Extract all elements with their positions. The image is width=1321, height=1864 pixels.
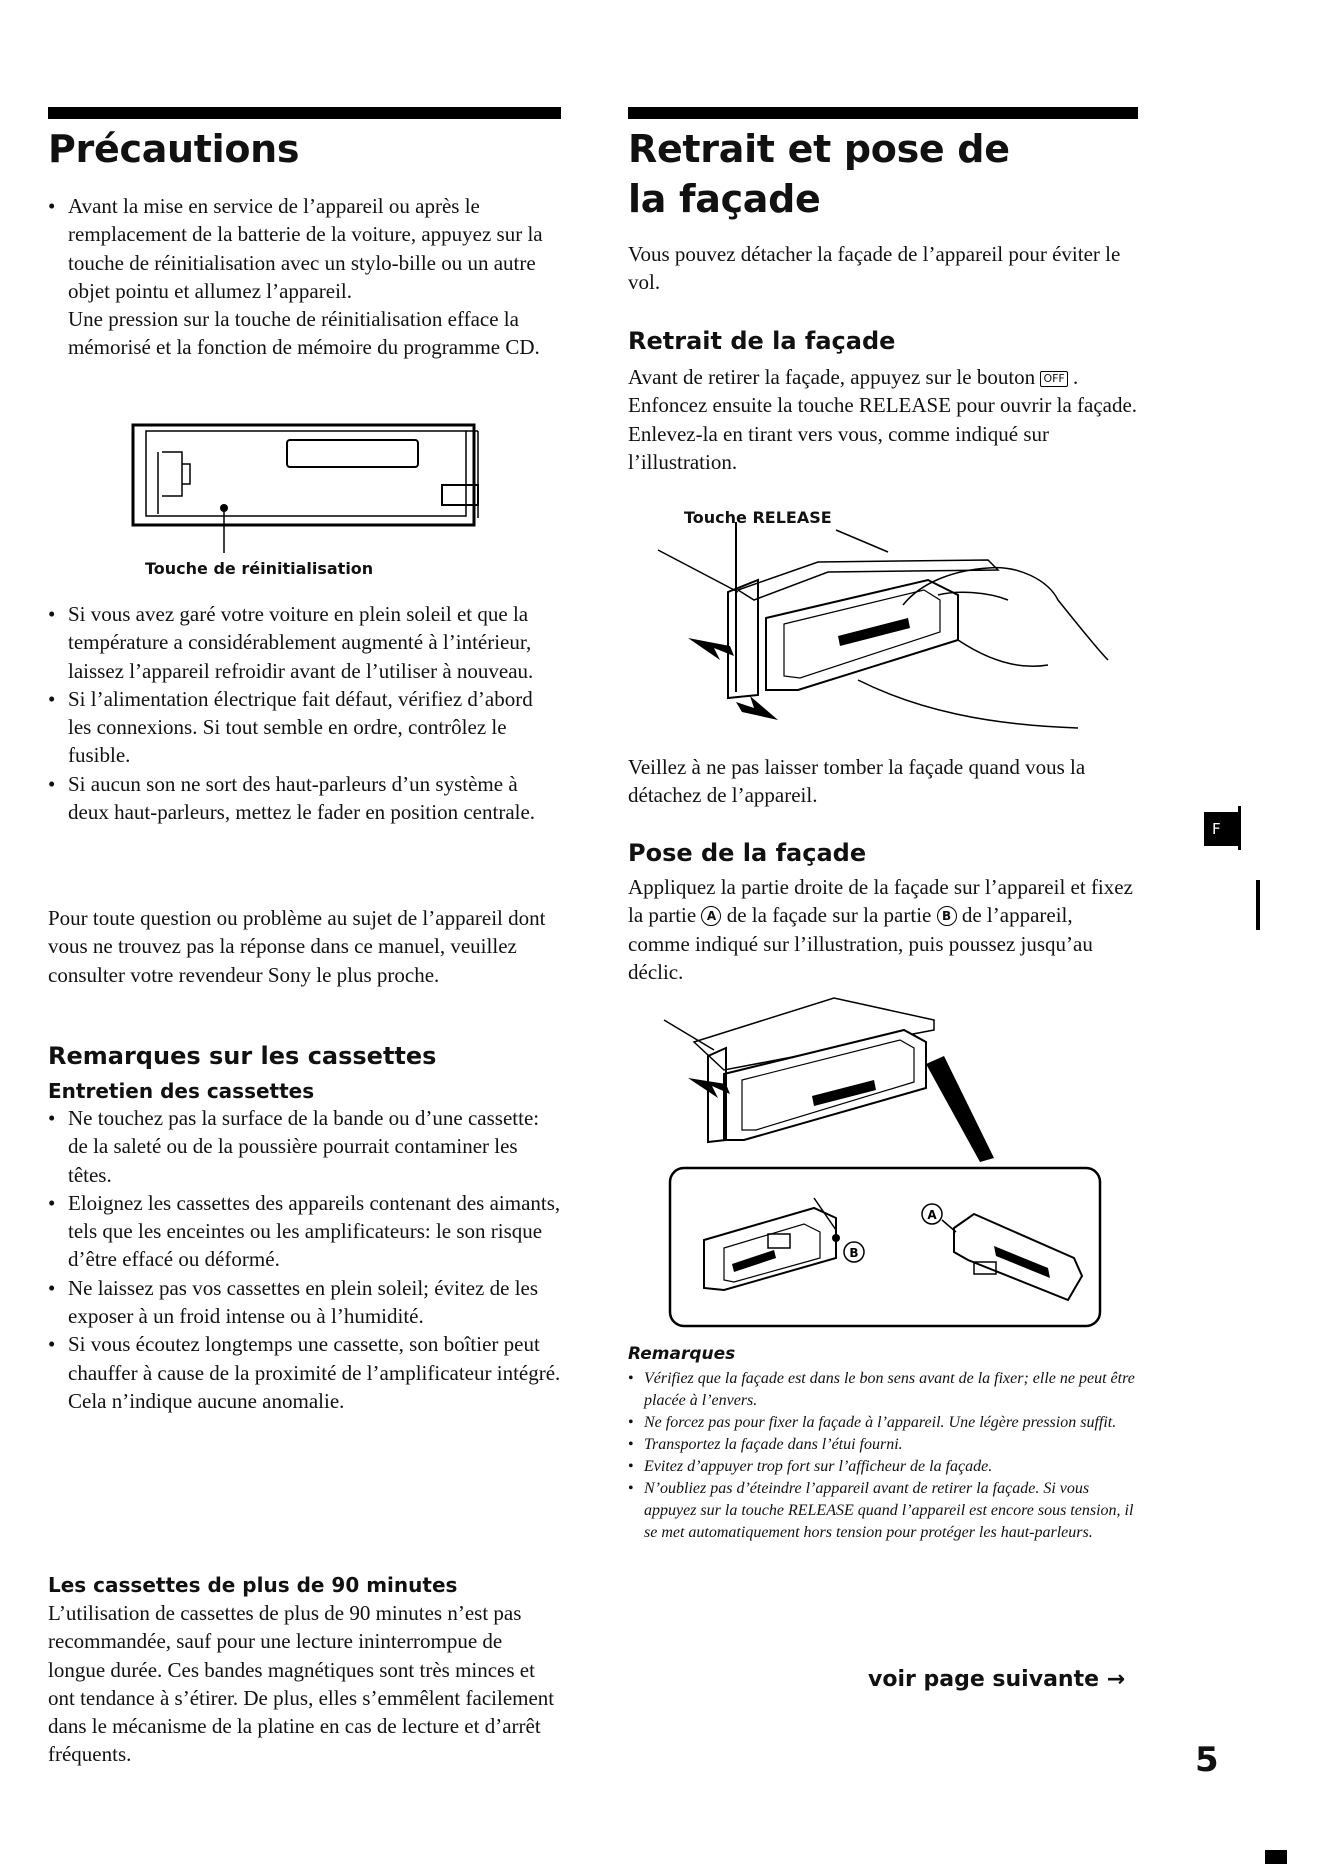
faceplate-shape — [724, 1030, 926, 1140]
long-cassettes-paragraph: L’utilisation de cassettes de plus de 90 minutes n’est pas recommandée, sauf pour une lecture ininterrompue de longue durée. Ces bandes magnétiques sont très minces et ont tendance à s’étirer. De plus, elles s’emmêlent facilement dans le mécanisme de la platine en cas de lecture et d’arrêt fréquents. — [48, 1601, 555, 1767]
reset-button-illustration — [132, 422, 532, 556]
display-slot — [287, 440, 418, 467]
tab-edge-mark — [1238, 806, 1241, 850]
pointer-wedge — [926, 1056, 994, 1162]
section-rule — [48, 107, 561, 119]
reset-caption: Touche de réinitialisation — [145, 559, 374, 578]
removal-text-after: . Enfoncez ensuite la touche RELEASE pour ouvrir la façade. Enlevez-la en tirant vers vous, comme indiqué sur l’illustration. — [628, 365, 1138, 474]
note-item: • N’oubliez pas d’éteindre l’appareil avant de retirer la façade. Si vous appuyez sur la touche RELEASE quand l’appareil est encore sous tension, il se met automatiquement hors tension pour protéger les haut-parleurs. — [628, 1478, 1138, 1544]
note-item: • Vérifiez que la façade est dans le bon sens avant de la fixer; elle ne peut être placée à l’envers. — [628, 1368, 1138, 1412]
faceplate-attach-illustration — [664, 990, 1114, 1330]
removal-title: Retrait de la façade — [628, 327, 896, 355]
attach-paragraph — [628, 873, 1138, 986]
release-caption: Touche RELEASE — [684, 508, 832, 527]
detail-frame — [670, 1168, 1100, 1326]
attach-text-1: Appliquez la partie droite de la façade sur l’appareil et fixez la partie — [628, 875, 1133, 928]
precautions-list-1 — [48, 192, 561, 362]
off-key-icon: OFF — [1040, 371, 1067, 387]
mark-a-label: A — [927, 1208, 937, 1222]
long-cassettes-title: Les cassettes de plus de 90 minutes — [48, 1573, 458, 1597]
list-item: • Si vous avez garé votre voiture en plein soleil et que la température a considérablement augmenté à l’intérieur, laissez l’appareil refroidir avant de l’utiliser à nouveau. — [48, 600, 561, 685]
notes-title: Remarques — [628, 1344, 736, 1364]
note-item: • Transportez la façade dans l’étui fourni. — [628, 1434, 1138, 1456]
attach-text-3: de l’appareil, comme indiqué sur l’illustration, puis poussez jusqu’au déclic. — [628, 903, 1093, 984]
language-tab: F — [1204, 812, 1240, 846]
removal-paragraph — [628, 363, 1138, 476]
page-number: 5 — [1195, 1740, 1219, 1780]
mark-a-icon: A — [701, 906, 721, 926]
notes-list — [628, 1368, 1138, 1544]
list-item: • Si vous écoutez longtemps une cassette, son boîtier peut chauffer à cause de la proximité de l’amplificateur intégré. Cela n’indique aucune anomalie. — [48, 1330, 561, 1415]
section-rule — [628, 107, 1138, 119]
faceplate-title: Retrait et pose de la façade — [628, 127, 1010, 221]
attach-text-2: de la façade sur la partie — [726, 903, 932, 928]
cassette-notes-title: Remarques sur les cassettes — [48, 1042, 437, 1070]
list-item-continued: Une pression sur la touche de réinitialisation efface la mémorisé et la fonction de mémoire du programme CD. — [68, 307, 540, 360]
corner-mark — [1265, 1850, 1287, 1864]
note-item: • Evitez d’appuyer trop fort sur l’afficheur de la façade. — [628, 1456, 1138, 1478]
list-item: • Ne laissez pas vos cassettes en plein soleil; évitez de les exposer à un froid intense ou à l’humidité. — [48, 1274, 561, 1331]
mark-b-icon: B — [937, 906, 957, 926]
list-item: • Avant la mise en service de l’appareil ou après le remplacement de la batterie de la voiture, appuyez sur la touche de réinitialisation avec un stylo-bille ou un autre objet pointu et allumez l’appareil. — [48, 192, 561, 305]
drop-warning-paragraph: Veillez à ne pas laisser tomber la façade quand vous la détachez de l’appareil. — [628, 755, 1086, 808]
list-item: • Eloignez les cassettes des appareils contenant des aimants, tels que les enceintes ou les amplificateurs: le son risque d’être effacé ou déformé. — [48, 1189, 561, 1274]
list-item: • Ne touchez pas la surface de la bande ou d’une cassette: de la saleté ou de la poussière pourrait contaminer les têtes. — [48, 1104, 561, 1189]
cassette-care-title: Entretien des cassettes — [48, 1079, 315, 1103]
list-item: • Si aucun son ne sort des haut-parleurs d’un système à deux haut-parleurs, mettez le fader en position centrale. — [48, 770, 561, 827]
attach-title: Pose de la façade — [628, 839, 867, 867]
cassette-care-list — [48, 1104, 561, 1415]
mark-b-label: B — [849, 1246, 859, 1260]
precautions-list-2 — [48, 600, 561, 826]
faceplate-removal-illustration — [658, 520, 1128, 745]
arrow-icon — [736, 696, 778, 720]
next-page-link: voir page suivante → — [868, 1667, 1126, 1692]
list-item: • Si l’alimentation électrique fait défaut, vérifiez d’abord les connexions. Si tout semble en ordre, contrôlez le fusible. — [48, 685, 561, 770]
precautions-title: Précautions — [48, 127, 300, 171]
note-item: • Ne forcez pas pour fixer la façade à l’appareil. Une légère pression suffit. — [628, 1412, 1138, 1434]
removal-text-before: Avant de retirer la façade, appuyez sur le bouton — [628, 365, 1036, 389]
thumb-index-mark — [1256, 880, 1260, 930]
intro-paragraph: Vous pouvez détacher la façade de l’appareil pour éviter le vol. — [628, 242, 1121, 295]
question-paragraph: Pour toute question ou problème au sujet de l’appareil dont vous ne trouvez pas la réponse dans ce manuel, veuillez consulter votre revendeur Sony le plus proche. — [48, 906, 546, 987]
